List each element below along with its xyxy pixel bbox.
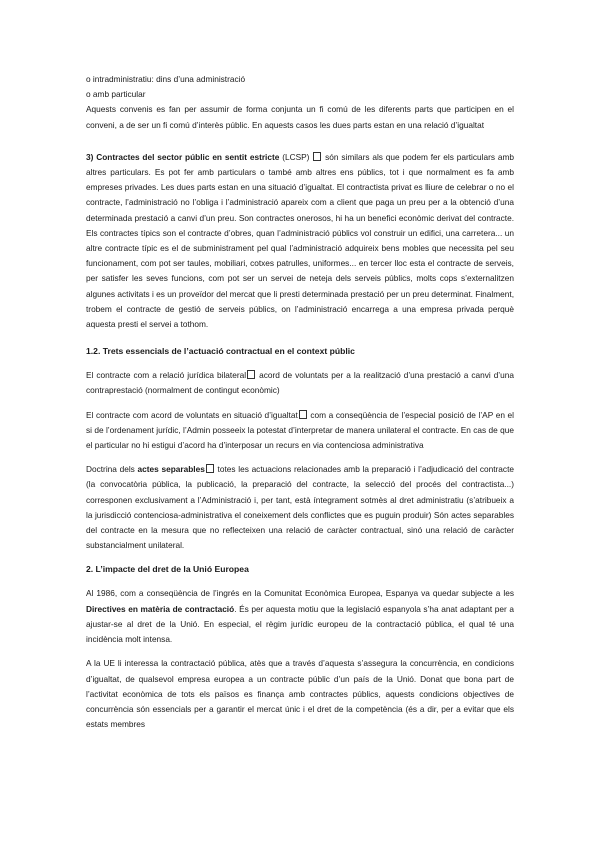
- paragraph-text: Al 1986, com a conseqüència de l’ingrés en la Comunitat Econòmica Europea, Espanya va quedar subjecte a les: [86, 588, 514, 599]
- list-item: o amb particular: [86, 89, 146, 100]
- box-glyph-icon: [206, 464, 214, 473]
- paragraph-text: . És per aquesta motiu que la legislació espanyola s’ha anat adaptant per a ajustar-se al dret de la Unió. En especial, el règim jurídic europeu de la contractació pública, el qual té una incidència molt intensa.: [86, 603, 514, 645]
- section-heading-inline: 3) Contractes del sector públic en sentit estricte: [86, 151, 280, 162]
- paragraph-text: Doctrina dels: [86, 464, 138, 475]
- paragraph: [86, 462, 514, 553]
- section-heading: 2. L’impacte del dret de la Unió Europea: [86, 564, 249, 575]
- section-heading: 1.2. Trets essencials de l’actuació contractual en el context públic: [86, 346, 355, 357]
- bold-term: Directives en matèria de contractació: [86, 603, 235, 614]
- paragraph: [86, 368, 514, 398]
- bold-term: actes separables: [137, 464, 205, 475]
- paragraph: A la UE li interessa la contractació pública, atès que a través d’aquesta s’assegura la concurrència, en condicions d’igualtat, de qualsevol empresa europea a un contracte públic d’un país de la Unió. Donat que bona part de l’activitat econòmica de tots els països es finança amb contractes públics, aquests condicions objectives de concurrència són essencials per a garantir el mercat únic i el dret de la competència (és a dir, per a evitar que els estats membres: [86, 658, 514, 730]
- box-glyph-icon: [313, 152, 321, 161]
- paragraph: [86, 150, 514, 332]
- paragraph-text: totes les actuacions relacionades amb la preparació i l’adjudicació del contracte (la convocatòria pública, la publicació, la preparació del contracte, la selecció del procés del contractista...) corresponen exclusivament a l’Administració i, per tant, està íntegrament sotmès al dret administratiu (s’atribueix a la jurisdicció contenciosa-administrativa el coneixement dels conflictes que es puguin produir) Són actes separables del contracte en la mesura que no reflecteixen una relació de caràcter contractual, sinó una relació de caràcter substancialment unilateral.: [86, 464, 514, 551]
- paragraph: Aquests convenis es fan per assumir de forma conjunta un fi comú de les diferents parts que participen en el conveni, a de ser un fi comú d’interès públic. En aquests casos les dues parts estan en una relació d’igualtat: [86, 104, 514, 130]
- paragraph: [86, 586, 514, 647]
- law-tag: (LCSP): [279, 151, 310, 162]
- paragraph-text: són similars als que podem fer els particulars amb altres particulars. Es pot fer amb particulars o també amb altres ens públics, tot i que normalment es fa amb empreses privades. Les dues parts estan en una situació d’igualtat. El contractista privat es lliure de celebrar o no el contracte, l’administració no l’obliga i l’administració apareix com a client que paga un preu per a la obtenció d’una determinada prestació a canvi d’un preu. Son contractes onerosos, hi ha un benefici econòmic derivat del contracte. Els contractes típics son el contracte d’obres, quan l’administració públics vol construir un edifici, una carretera... un altre contracte típic es el de subministrament pel qual l’administració adquireix bens mobles que necessita pel seu funcionament, com pot ser taules, mobiliari, cotxes patrulles, uniformes... en tercer lloc esta el contracte de serveis, per satisfer les seves funcions, com pot ser un servei de neteja dels serveis públics, molts cops s’externalitzen algunes activitats i es un proveïdor del mercat que li presti determinada prestació per un preu determinat. Finalment, trobem el contracte de gestió de serveis públics, on l’administració encarrega a una empresa privada perquè aquesta presti el servei a tothom.: [86, 151, 514, 330]
- list-item: o intradministratiu: dins d’una administració: [86, 74, 246, 84]
- box-glyph-icon: [299, 410, 307, 419]
- paragraph: [86, 408, 514, 454]
- document-page: [86, 72, 514, 732]
- paragraph-text: com a conseqüència de l’especial posició de l’AP en el si de l’ordenament jurídic, l’Admin posseeix la potestat d’interpretar de manera unilateral el contracte. En cas de que el particular no hi estigui d’acord ha d’interposar un recurs en via contenciosa administrativa: [86, 409, 514, 451]
- paragraph-text: El contracte com a relació jurídica bilateral: [86, 370, 247, 381]
- paragraph-text: El contracte com acord de voluntats en situació d’igualtat: [86, 409, 298, 420]
- box-glyph-icon: [247, 370, 255, 379]
- paragraph-text: acord de voluntats per a la realització d’una prestació a canvi d’una contraprestació (normalment de contingut econòmic): [86, 370, 514, 396]
